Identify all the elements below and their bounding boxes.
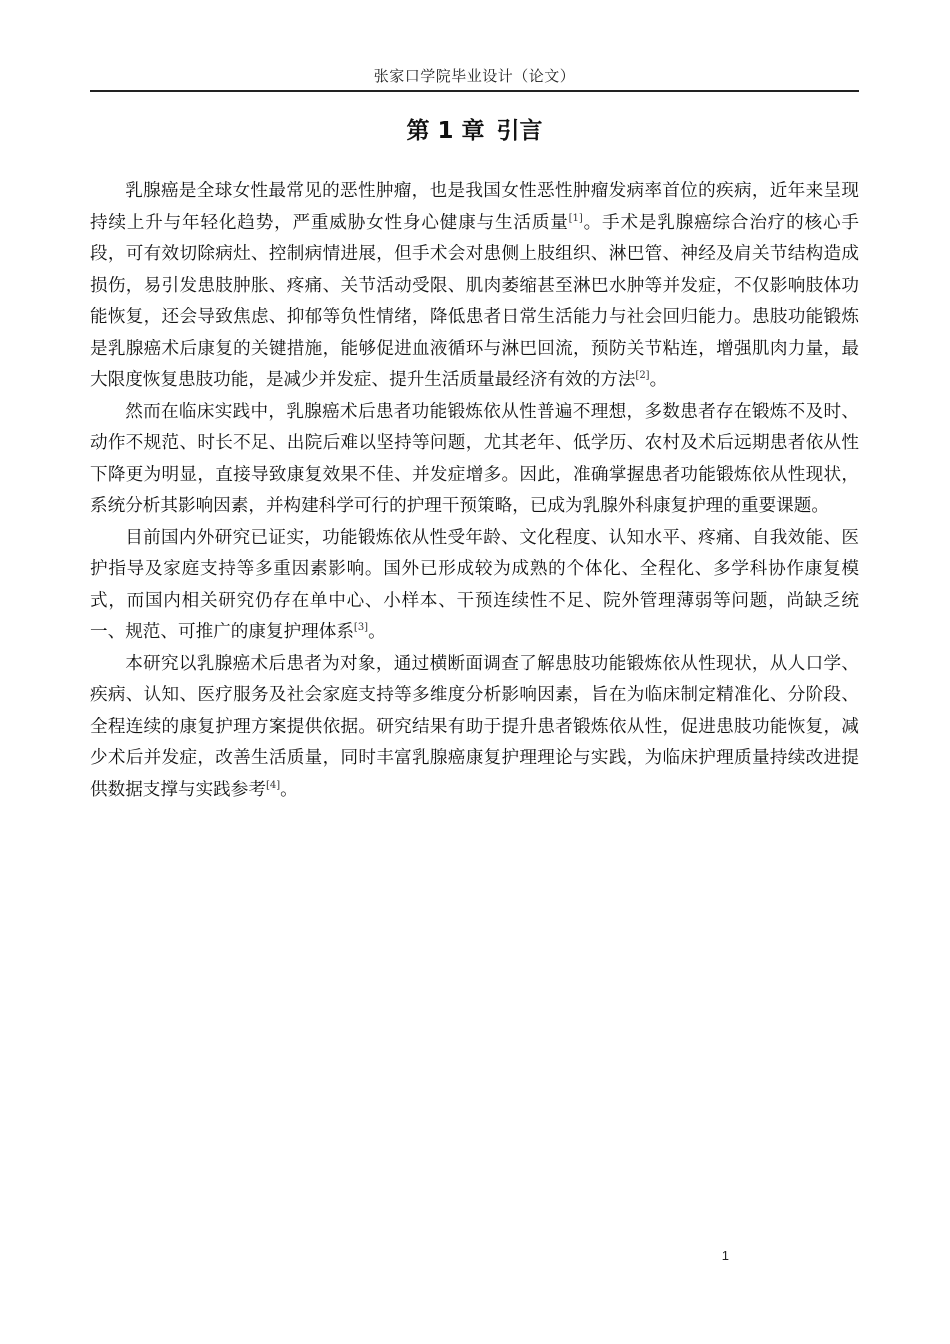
- paragraph-4-tail: 。: [280, 779, 298, 800]
- paragraph-3-tail: 。: [368, 622, 386, 642]
- citation-4: [4]: [265, 779, 281, 791]
- chapter-title: [90, 116, 859, 146]
- paragraph-1-part-2: 。手术是乳腺癌综合治疗的核心手段，可有效切除病灶、控制病情进展，但手术会对患侧上肢组织、淋巴管、神经及肩关节结构造成损伤，易引发患肢肿胀、疼痛、关节活动受限、肌肉萎缩甚至淋巴水肿等并发症，不仅影响肢体功能恢复，还会导致焦虑、抑郁等负性情绪，降低患者日常生活能力与社会回归能力。患肢功能锻炼是乳腺癌术后康复的关键措施，能够促进血液循环与淋巴回流，预防关节粘连，增强肌肉力量，最大限度恢复患肢功能，是减少并发症、提升生活质量最经济有效的方法: [90, 212, 859, 390]
- paragraph-4: [90, 649, 859, 807]
- paragraph-1-part-3: 。: [649, 370, 668, 390]
- paragraph-2-text: 然而在临床实践中，乳腺癌术后患者功能锻炼依从性普遍不理想，多数患者存在锻炼不及时、动作不规范、时长不足、出院后难以坚持等问题，尤其老年、低学历、农村及术后远期患者依从性下降更为明显，直接导致康复效果不佳、并发症增多。因此，准确掌握患者功能锻炼依从性现状，系统分析其影响因素，并构建科学可行的护理干预策略，已成为乳腺外科康复护理的重要课题。: [90, 401, 859, 516]
- page-header: [90, 66, 859, 92]
- header-text: 张家口学院毕业设计（论文）: [373, 67, 576, 85]
- paragraph-3: [90, 523, 859, 649]
- page-number: 1: [721, 1248, 729, 1263]
- citation-3: [3]: [353, 622, 369, 633]
- chapter-number: 第 1 章: [406, 118, 485, 144]
- paragraph-1-part-1: 乳腺癌是全球女性最常见的恶性肿瘤，也是我国女性恶性肿瘤发病率首位的疾病，近年来呈现持续上升与年轻化趋势，严重威胁女性身心健康与生活质量: [90, 181, 859, 233]
- paragraph-2: [90, 397, 859, 523]
- citation-1: [1]: [568, 212, 583, 224]
- paragraph-1: [90, 176, 859, 397]
- chapter-title-text: 引言: [496, 118, 543, 144]
- citation-2: [2]: [635, 370, 650, 381]
- paragraph-4-text: 本研究以乳腺癌术后患者为对象，通过横断面调查了解患肢功能锻炼依从性现状，从人口学、疾病、认知、医疗服务及社会家庭支持等多维度分析影响因素，旨在为临床制定精准化、分阶段、全程连续的康复护理方案提供依据。研究结果有助于提升患者锻炼依从性，促进患肢功能恢复，减少术后并发症，改善生活质量，同时丰富乳腺癌康复护理理论与实践，为临床护理质量持续改进提供数据支撑与实践参考: [90, 653, 859, 800]
- paragraph-3-text: 目前国内外研究已证实，功能锻炼依从性受年龄、文化程度、认知水平、疼痛、自我效能、医护指导及家庭支持等多重因素影响。国外已形成较为成熟的个体化、全程化、多学科协作康复模式，而国内相关研究仍存在单中心、小样本、干预连续性不足、院外管理薄弱等问题，尚缺乏统一、规范、可推广的康复护理体系: [90, 527, 859, 642]
- body-text: [90, 176, 859, 806]
